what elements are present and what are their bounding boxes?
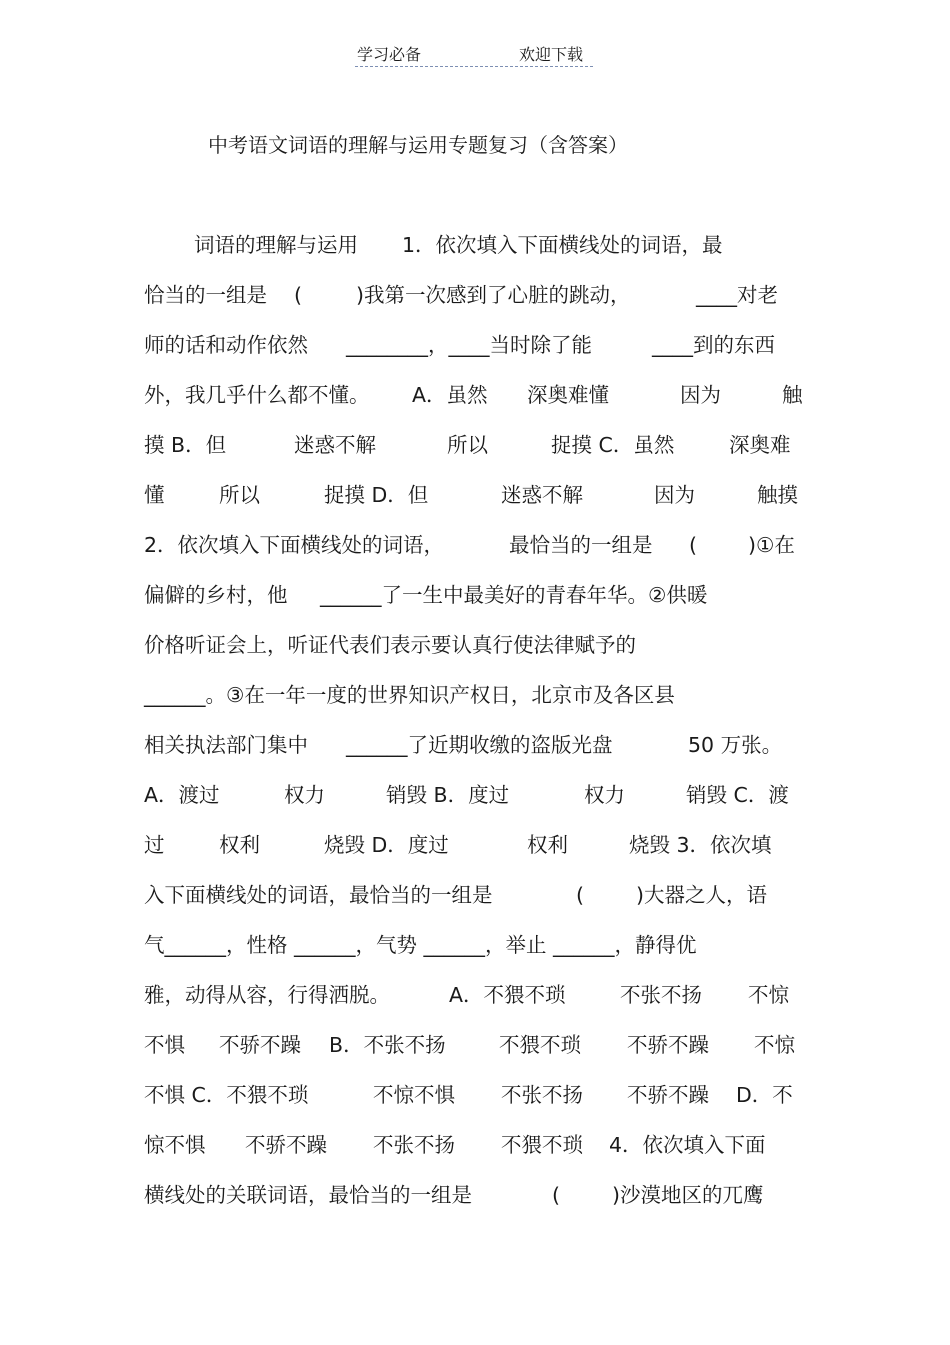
text-segment: 不猥不琐 xyxy=(499,1033,581,1057)
text-line-12 xyxy=(144,780,806,810)
text-segment: 词语的理解与运用 xyxy=(194,233,358,257)
text-segment: 不骄不躁 xyxy=(627,1083,709,1107)
header-right-text: 欢迎下载 xyxy=(519,45,584,64)
text-line-3 xyxy=(144,330,806,360)
text-segment: 不惧 xyxy=(144,1033,185,1057)
text-segment: 师的话和动作依然 xyxy=(144,333,308,357)
text-segment: 销毁 B．度过 xyxy=(386,783,510,807)
text-line-18 xyxy=(144,1080,806,1110)
text-segment: 权利 xyxy=(219,833,260,857)
text-segment: 不骄不躁 xyxy=(219,1033,301,1057)
text-segment: )沙漠地区的兀鹰 xyxy=(612,1183,764,1207)
text-segment: 不惧 C．不猥不琐 xyxy=(144,1083,309,1107)
text-line-17 xyxy=(144,1030,806,1060)
text-line-13 xyxy=(144,830,806,860)
text-segment: 过 xyxy=(144,833,165,857)
text-segment: 销毁 C．渡 xyxy=(686,783,789,807)
text-segment: 权力 xyxy=(584,783,625,807)
document-title: 中考语文词语的理解与运用专题复习（含答案） xyxy=(208,133,628,157)
text-segment: 外，我几乎什么都不懂。 xyxy=(144,383,370,407)
text-segment: ( xyxy=(576,883,584,907)
page-header xyxy=(355,40,593,67)
text-segment: 懂 xyxy=(144,483,165,507)
text-segment: A．不猥不琐 xyxy=(449,983,566,1007)
text-segment: 1．依次填入下面横线处的词语，最 xyxy=(402,233,723,257)
text-segment: 触摸 xyxy=(757,483,798,507)
text-segment: 偏僻的乡村，他 xyxy=(144,583,288,607)
text-segment: 横线处的关联词语，最恰当的一组是 xyxy=(144,1183,472,1207)
text-segment: 50 万张。 xyxy=(688,733,783,757)
text-segment: 不猥不琐 xyxy=(501,1133,583,1157)
text-segment: 摸 B．但 xyxy=(144,433,227,457)
text-segment: ____到的东西 xyxy=(652,333,775,357)
text-segment: 迷惑不解 xyxy=(294,433,376,457)
text-segment: 所以 xyxy=(447,433,488,457)
text-line-15 xyxy=(144,930,806,960)
text-line-14 xyxy=(144,880,806,910)
text-segment: ( xyxy=(552,1183,560,1207)
text-line-10 xyxy=(144,680,806,710)
text-segment: 不骄不躁 xyxy=(627,1033,709,1057)
header-left-text: 学习必备 xyxy=(357,45,422,64)
text-segment: 烧毁 3．依次填 xyxy=(629,833,772,857)
text-segment: 2．依次填入下面横线处的词语， xyxy=(144,533,445,557)
text-segment: ____对老 xyxy=(696,283,778,307)
text-segment: A．虽然 xyxy=(412,383,488,407)
text-line-11 xyxy=(144,730,806,760)
text-segment: )我第一次感到了心脏的跳动， xyxy=(356,283,631,307)
text-segment: 恰当的一组是 xyxy=(144,283,267,307)
text-segment: 捉摸 D．但 xyxy=(324,483,429,507)
text-segment: 深奥难懂 xyxy=(527,383,609,407)
text-segment: 不骄不躁 xyxy=(245,1133,327,1157)
text-line-8 xyxy=(144,580,806,610)
text-segment: 因为 xyxy=(654,483,695,507)
text-segment: 不惊 xyxy=(754,1033,795,1057)
text-line-9 xyxy=(144,630,806,660)
text-segment: ______。③在一年一度的世界知识产权日，北京市及各区县 xyxy=(144,683,675,707)
text-line-1 xyxy=(144,230,806,260)
text-segment: 价格听证会上，听证代表们表示要认真行使法律赋予的 xyxy=(144,633,636,657)
text-line-16 xyxy=(144,980,806,1010)
text-segment: 不张不扬 xyxy=(373,1133,455,1157)
text-line-2 xyxy=(144,280,806,310)
text-segment: 烧毁 D．度过 xyxy=(324,833,449,857)
text-segment: ( xyxy=(689,533,697,557)
text-segment: 迷惑不解 xyxy=(501,483,583,507)
text-line-5 xyxy=(144,430,806,460)
text-segment: 不张不扬 xyxy=(620,983,702,1007)
text-segment: 所以 xyxy=(219,483,260,507)
text-segment: 最恰当的一组是 xyxy=(509,533,653,557)
text-segment: 不惊 xyxy=(748,983,789,1007)
text-segment: 深奥难 xyxy=(729,433,791,457)
text-segment: 因为 xyxy=(680,383,721,407)
text-line-19 xyxy=(144,1130,806,1160)
text-segment: 4．依次填入下面 xyxy=(609,1133,766,1157)
text-segment: 相关执法部门集中 xyxy=(144,733,308,757)
text-segment: 气______，性格 ______，气势 ______，举止 ______，静得优 xyxy=(144,933,697,957)
text-segment: 权力 xyxy=(284,783,325,807)
text-line-4 xyxy=(144,380,806,410)
text-segment: 权利 xyxy=(527,833,568,857)
text-segment: 惊不惧 xyxy=(144,1133,206,1157)
text-segment: 触 xyxy=(782,383,803,407)
text-segment: B．不张不扬 xyxy=(329,1033,446,1057)
text-segment: 不张不扬 xyxy=(501,1083,583,1107)
text-segment: )大器之人，语 xyxy=(636,883,767,907)
text-segment: ______了近期收缴的盗版光盘 xyxy=(346,733,613,757)
text-segment: 不惊不惧 xyxy=(373,1083,455,1107)
text-segment: 入下面横线处的词语，最恰当的一组是 xyxy=(144,883,493,907)
text-segment: )①在 xyxy=(748,533,795,557)
text-segment: ( xyxy=(294,283,302,307)
text-segment: D．不 xyxy=(736,1083,793,1107)
text-line-7 xyxy=(144,530,806,560)
text-line-6 xyxy=(144,480,806,510)
text-segment: 捉摸 C．虽然 xyxy=(551,433,675,457)
text-segment: ______了一生中最美好的青春年华。②供暖 xyxy=(320,583,708,607)
text-segment: 雅，动得从容，行得洒脱。 xyxy=(144,983,390,1007)
text-segment: A．渡过 xyxy=(144,783,220,807)
text-segment: ________，____当时除了能 xyxy=(346,333,592,357)
text-line-20 xyxy=(144,1180,806,1210)
